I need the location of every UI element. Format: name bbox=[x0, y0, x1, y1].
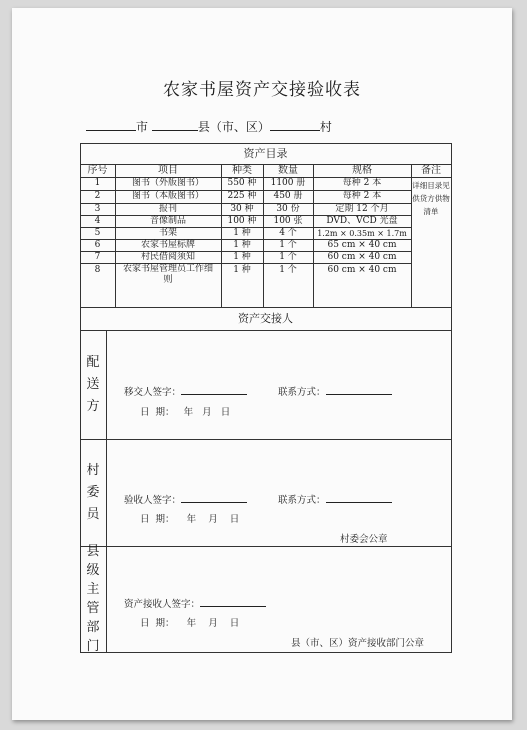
county-seal: 县（市、区）资产接收部门公章 bbox=[291, 638, 425, 649]
row-5-qty: 4 个 bbox=[279, 227, 297, 238]
row-5-no: 5 bbox=[94, 227, 101, 238]
row-4-item: 音像制品 bbox=[149, 215, 186, 226]
row-4-no: 4 bbox=[94, 215, 101, 226]
row-7-no: 7 bbox=[94, 251, 101, 262]
row-6-qty: 1 个 bbox=[279, 239, 297, 250]
row-3-no: 3 bbox=[94, 203, 101, 214]
document-page bbox=[12, 8, 512, 720]
delivery-sign-row bbox=[124, 383, 247, 398]
county-sign-label: 资产接收人签字： bbox=[124, 599, 201, 610]
village-contact-field[interactable] bbox=[326, 491, 392, 503]
handover-title: 资产交接人 bbox=[238, 312, 293, 325]
row-3-item: 报刊 bbox=[158, 203, 177, 214]
header-qty: 数量 bbox=[278, 165, 298, 176]
row-4-qty: 100 张 bbox=[273, 215, 303, 226]
city-blank[interactable] bbox=[86, 118, 136, 131]
row-8-item: 农家书屋管理员工作细则 bbox=[122, 264, 213, 285]
row-5-item: 书架 bbox=[158, 227, 177, 238]
county-dept-label: 县级主管部门 bbox=[86, 543, 100, 654]
row-7-item: 村民借阅须知 bbox=[140, 251, 195, 262]
row-3-qty: 30 份 bbox=[276, 203, 300, 214]
village-date: 日 期： 年 月 日 bbox=[140, 514, 240, 525]
village-sign-field[interactable] bbox=[181, 491, 247, 503]
city-label: 市 bbox=[136, 120, 149, 134]
row-5-spec: 1.2m × 0.35m × 1.7m bbox=[317, 228, 407, 238]
delivery-sign-field[interactable] bbox=[181, 383, 247, 395]
county-label: 县（市、区） bbox=[197, 120, 270, 134]
delivery-contact-field[interactable] bbox=[326, 383, 392, 395]
county-sign-field[interactable] bbox=[200, 595, 266, 607]
village-seal: 村委会公章 bbox=[340, 534, 388, 545]
village-contact-row bbox=[278, 491, 392, 506]
row-6-kind: 1 种 bbox=[233, 239, 251, 250]
divider bbox=[80, 330, 451, 331]
divider bbox=[106, 330, 107, 652]
row-2-spec: 每种 2 本 bbox=[342, 191, 382, 201]
delivery-contact-row bbox=[278, 383, 392, 398]
row-1-item: 图书（外版图书） bbox=[131, 178, 204, 188]
delivery-date: 日 期： 年 月 日 bbox=[140, 407, 231, 418]
delivery-contact-label: 联系方式： bbox=[278, 387, 326, 398]
county-sign-row bbox=[124, 595, 266, 610]
village-blank[interactable] bbox=[270, 118, 320, 131]
header-no: 序号 bbox=[87, 165, 108, 176]
header-item: 项目 bbox=[158, 165, 178, 176]
document-title: 农家书屋资产交接验收表 bbox=[163, 80, 361, 100]
row-5-kind: 1 种 bbox=[233, 227, 251, 238]
row-2-qty: 450 册 bbox=[273, 191, 303, 201]
delivery-label: 配送方 bbox=[86, 354, 100, 414]
county-date: 日 期： 年 月 日 bbox=[140, 618, 240, 629]
row-8-kind: 1 种 bbox=[233, 264, 251, 275]
row-4-kind: 100 种 bbox=[227, 215, 257, 226]
row-1-kind: 550 种 bbox=[227, 178, 257, 188]
row-7-kind: 1 种 bbox=[233, 251, 251, 262]
row-8-qty: 1 个 bbox=[279, 264, 297, 275]
village-sign-row bbox=[124, 491, 247, 506]
county-blank[interactable] bbox=[152, 118, 198, 131]
row-6-item: 农家书屋标牌 bbox=[140, 239, 195, 250]
delivery-sign-label: 移交人签字： bbox=[124, 387, 182, 398]
row-3-kind: 30 种 bbox=[230, 203, 254, 214]
row-2-kind: 225 种 bbox=[227, 191, 257, 201]
row-7-spec: 60 cm × 40 cm bbox=[327, 251, 397, 262]
village-contact-label: 联系方式： bbox=[278, 495, 326, 506]
row-2-no: 2 bbox=[94, 191, 101, 201]
row-4-spec: DVD、VCD 光盘 bbox=[326, 215, 398, 226]
row-3-spec: 定期 12 个月 bbox=[335, 203, 389, 214]
row-1-spec: 每种 2 本 bbox=[342, 178, 382, 188]
header-note: 备注 bbox=[421, 165, 441, 176]
row-6-spec: 65 cm × 40 cm bbox=[327, 239, 397, 250]
row-2-item: 图书（本版图书） bbox=[131, 191, 204, 201]
divider bbox=[80, 546, 451, 547]
header-spec: 规格 bbox=[352, 165, 372, 176]
row-6-no: 6 bbox=[94, 239, 101, 250]
village-label: 村 bbox=[319, 120, 332, 134]
acceptance-form bbox=[80, 143, 452, 653]
village-committee-label: 村委员 bbox=[86, 462, 100, 522]
divider bbox=[80, 439, 451, 440]
catalog-title: 资产目录 bbox=[243, 147, 288, 160]
row-8-spec: 60 cm × 40 cm bbox=[327, 264, 397, 275]
row-1-no: 1 bbox=[94, 178, 101, 188]
header-kind: 种类 bbox=[232, 165, 252, 176]
catalog-note: 详细目录见供货方供物清单 bbox=[412, 181, 450, 216]
row-7-qty: 1 个 bbox=[279, 251, 297, 262]
location-line bbox=[86, 118, 332, 135]
row-1-qty: 1100 册 bbox=[270, 178, 306, 188]
row-8-no: 8 bbox=[94, 264, 101, 275]
village-sign-label: 验收人签字： bbox=[124, 495, 182, 506]
